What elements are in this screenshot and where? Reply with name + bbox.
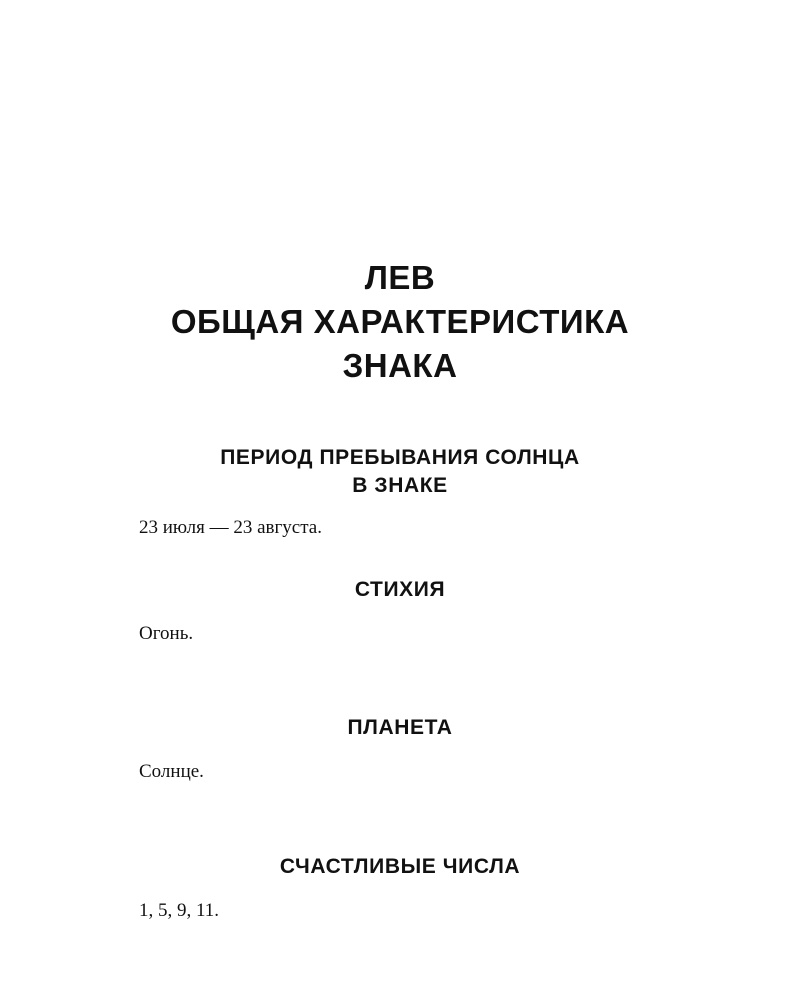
period-text: 23 июля — 23 августа. — [139, 517, 322, 538]
section-heading-planet: ПЛАНЕТА — [347, 716, 453, 739]
section-heading-period — [0, 444, 800, 500]
element-text: Огонь. — [139, 623, 194, 644]
title-line-sign-word: ЗНАКА — [342, 347, 458, 384]
section-heading-element: СТИХИЯ — [354, 578, 446, 601]
title-line-general: ОБЩАЯ ХАРАКТЕРИСТИКА — [170, 303, 630, 340]
section-heading-lucky-numbers: СЧАСТЛИВЫЕ ЧИСЛА — [279, 855, 521, 878]
planet-text: Солнце. — [139, 761, 204, 782]
page-title — [0, 256, 800, 388]
period-heading-line-2: В ЗНАКЕ — [352, 474, 448, 497]
period-heading-line-1: ПЕРИОД ПРЕБЫВАНИЯ СОЛНЦА — [220, 446, 580, 469]
title-line-sign: ЛЕВ — [364, 259, 436, 296]
lucky-numbers-text: 1, 5, 9, 11. — [139, 900, 220, 921]
